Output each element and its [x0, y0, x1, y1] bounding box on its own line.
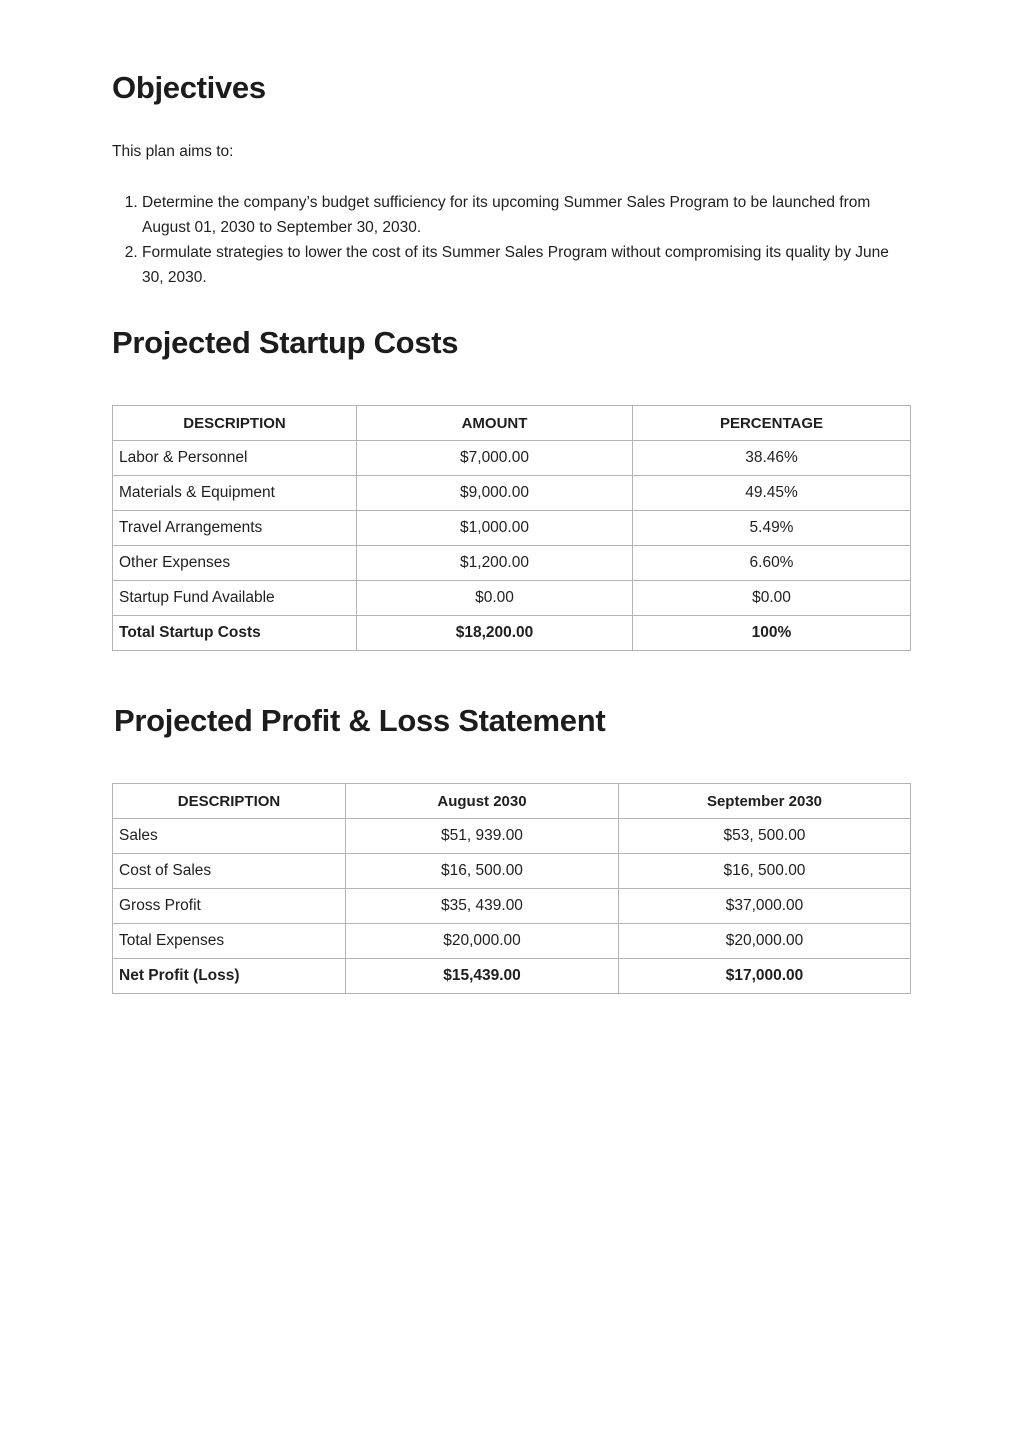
column-header-percentage: PERCENTAGE [633, 406, 911, 441]
cell-percentage: 5.49% [633, 511, 911, 546]
cell-amount: $9,000.00 [357, 476, 633, 511]
cell-august: $20,000.00 [346, 924, 619, 959]
cell-september: $20,000.00 [619, 924, 911, 959]
cell-description: Startup Fund Available [113, 581, 357, 616]
cell-description: Sales [113, 819, 346, 854]
cell-description: Cost of Sales [113, 854, 346, 889]
cell-description: Total Expenses [113, 924, 346, 959]
startup-costs-table [112, 405, 911, 651]
table-row [113, 854, 911, 889]
column-header-august: August 2030 [346, 784, 619, 819]
cell-amount: $1,000.00 [357, 511, 633, 546]
table-row [113, 819, 911, 854]
cell-percentage: 38.46% [633, 441, 911, 476]
column-header-description: DESCRIPTION [113, 406, 357, 441]
table-row [113, 581, 911, 616]
cell-percentage: 6.60% [633, 546, 911, 581]
cell-description: Materials & Equipment [113, 476, 357, 511]
table-total-row [113, 616, 911, 651]
table-row [113, 476, 911, 511]
column-header-september: September 2030 [619, 784, 911, 819]
objectives-heading: Objectives [112, 70, 266, 105]
cell-total-amount: $18,200.00 [357, 616, 633, 651]
cell-amount: $1,200.00 [357, 546, 633, 581]
table-total-row [113, 959, 911, 994]
cell-description: Travel Arrangements [113, 511, 357, 546]
column-header-amount: AMOUNT [357, 406, 633, 441]
cell-description: Labor & Personnel [113, 441, 357, 476]
cell-total-august: $15,439.00 [346, 959, 619, 994]
objectives-intro: This plan aims to: [112, 143, 234, 160]
cell-amount: $7,000.00 [357, 441, 633, 476]
table-row [113, 889, 911, 924]
cell-amount: $0.00 [357, 581, 633, 616]
cell-august: $51, 939.00 [346, 819, 619, 854]
cell-percentage: $0.00 [633, 581, 911, 616]
table-row [113, 924, 911, 959]
startup-costs-heading: Projected Startup Costs [112, 325, 459, 360]
cell-total-percentage: 100% [633, 616, 911, 651]
objectives-list [112, 190, 912, 290]
cell-total-label: Net Profit (Loss) [113, 959, 346, 994]
cell-description: Gross Profit [113, 889, 346, 924]
cell-total-september: $17,000.00 [619, 959, 911, 994]
table-row [113, 546, 911, 581]
objective-item: 2. Formulate strategies to lower the cost of its Summer Sales Program without compromising its quality by June 30, 2030. [142, 240, 912, 290]
cell-september: $37,000.00 [619, 889, 911, 924]
cell-september: $53, 500.00 [619, 819, 911, 854]
cell-august: $35, 439.00 [346, 889, 619, 924]
table-row [113, 511, 911, 546]
profit-loss-table [112, 783, 911, 994]
table-row [113, 441, 911, 476]
objective-item: 1. Determine the company’s budget sufficiency for its upcoming Summer Sales Program to be launched from August 01, 2030 to September 30, 2030. [142, 190, 912, 240]
table-header-row [113, 406, 911, 441]
cell-total-label: Total Startup Costs [113, 616, 357, 651]
cell-september: $16, 500.00 [619, 854, 911, 889]
table-header-row [113, 784, 911, 819]
cell-description: Other Expenses [113, 546, 357, 581]
profit-loss-heading: Projected Profit & Loss Statement [114, 703, 606, 738]
cell-percentage: 49.45% [633, 476, 911, 511]
cell-august: $16, 500.00 [346, 854, 619, 889]
column-header-description: DESCRIPTION [113, 784, 346, 819]
